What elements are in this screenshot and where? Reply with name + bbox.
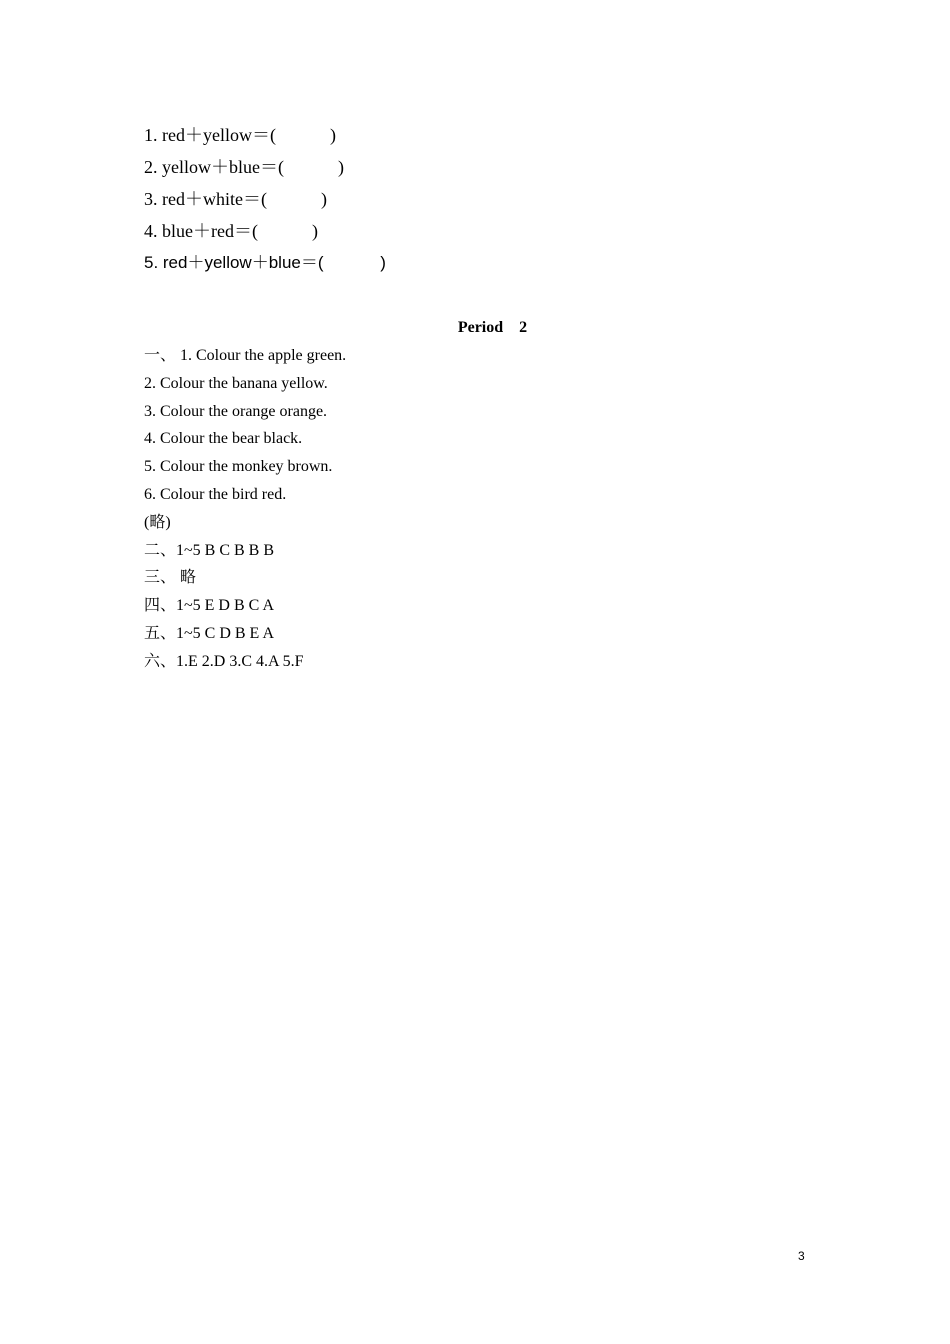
- answer-line: 4. Colour the bear black.: [144, 430, 303, 448]
- answer-line: 四、1~5 E D B C A: [144, 597, 275, 615]
- answer-line: 一、 1. Colour the apple green.: [144, 347, 347, 364]
- answer-line: 5. Colour the monkey brown.: [144, 458, 333, 476]
- color-mixing-questions: [144, 121, 744, 281]
- answer-line: 2. Colour the banana yellow.: [144, 374, 328, 392]
- answer-line: 3. Colour the orange orange.: [144, 402, 328, 420]
- answer-line: (略): [144, 513, 171, 531]
- mix-question: 4. blue＋red＝( ): [144, 221, 318, 241]
- mix-question: 3. red＋white＝( ): [144, 189, 327, 209]
- answer-line: 五、1~5 C D B E A: [144, 624, 275, 642]
- answer-line: 二、1~5 B C B B B: [144, 541, 275, 559]
- mix-question: 5. red＋yellow＋blue＝( ): [144, 253, 386, 272]
- answer-key: [144, 344, 744, 678]
- answer-line: 六、1.E 2.D 3.C 4.A 5.F: [144, 652, 304, 670]
- page-number: 3: [798, 1249, 805, 1263]
- answer-line: 6. Colour the bird red.: [144, 485, 287, 503]
- period-title: Period 2: [457, 319, 528, 336]
- answer-line: 三、 略: [144, 569, 197, 587]
- mix-question: 1. red＋yellow＝( ): [144, 125, 336, 145]
- mix-question: 2. yellow＋blue＝( ): [144, 157, 344, 177]
